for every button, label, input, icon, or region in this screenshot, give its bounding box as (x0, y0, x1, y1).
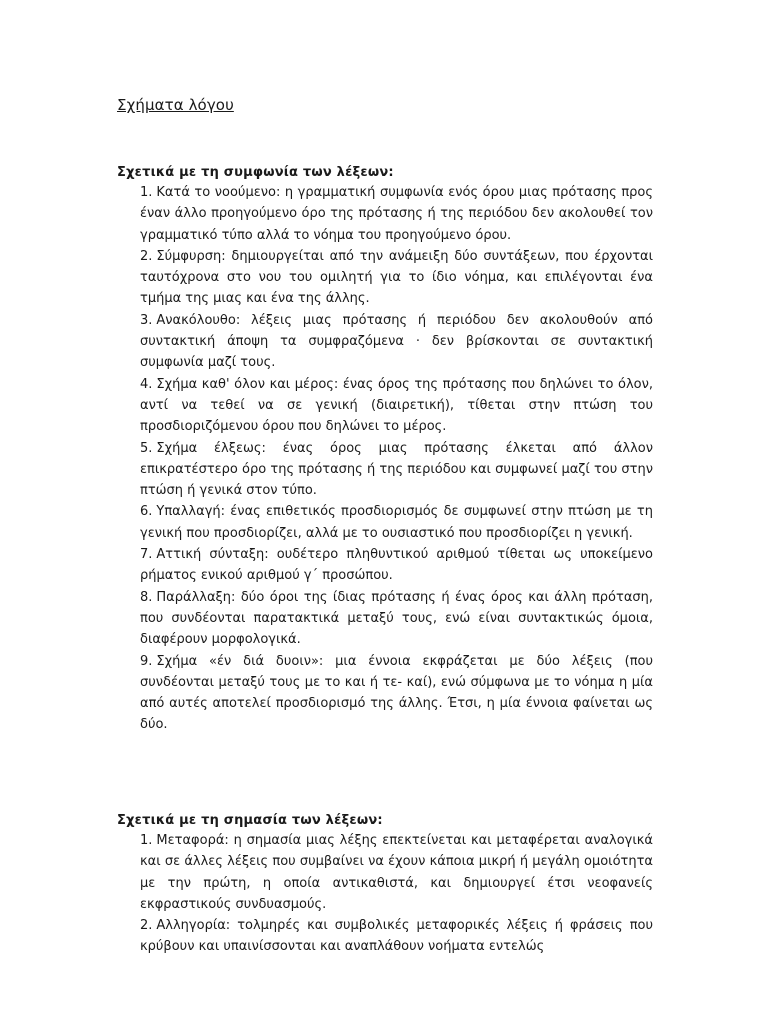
meaning-list (140, 830, 653, 958)
document-title: Σχήματα λόγου (117, 96, 234, 114)
section-heading-meaning: Σχετικά με τη σημασία των λέξεων: (117, 813, 383, 828)
list-item: 2. Αλληγορία: τολμηρές και συμβολικές μεταφορικές λέξεις ή φράσεις που κρύβουν και υπαινίσσονται και αναπλάθουν νοήματα εντελώς (140, 918, 653, 955)
list-item: 4. Σχήμα καθ' όλον και μέρος: ένας όρος της πρότασης που δηλώνει το όλον, αντί να τεθεί να σε γενική (διαιρετική), τίθεται στην πτώση του προσδιοριζόμενου όρου που δηλώνει το μέρος. (140, 376, 653, 435)
list-item: 3. Ανακόλουθο: λέξεις μιας πρότασης ή περιόδου δεν ακολουθούν από συντακτική άποψη τα συμφραζόμενα · δεν βρίσκονται σε συντακτική συμφωνία μαζί τους. (140, 312, 653, 371)
list-item: 6. Υπαλλαγή: ένας επιθετικός προσδιορισμός δε συμφωνεί στην πτώση με τη γενική που προσδιορίζει, αλλά με το ουσιαστικό που προσδιορίζει η γενική. (140, 504, 653, 541)
list-item: 2. Σύμφυρση: δημιουργείται από την ανάμειξη δύο συντάξεων, που έρχονται ταυτόχρονα στο νου του ομιλητή για το ίδιο νόημα, και επιλέγονται ένα τμήμα της μιας και ένα της άλλης. (140, 248, 653, 307)
list-item: 1. Κατά το νοούμενο: η γραμματική συμφωνία ενός όρου μιας πρότασης προς έναν άλλο προηγούμενο όρο της πρότασης ή της περιόδου δεν ακολουθεί τον γραμματικό τύπο αλλά το νόημα του προηγούμενο όρου. (140, 185, 653, 243)
list-item: 7. Αττική σύνταξη: ουδέτερο πληθυντικού αριθμού τίθεται ως υποκείμενο ρήματος ενικού αριθμού γ΄ προσώπου. (140, 547, 653, 584)
list-item: 5. Σχήμα έλξεως: ένας όρος μιας πρότασης έλκεται από άλλον επικρατέστερο όρο της πρότασης ή της περιόδου και συμφωνεί μαζί του στην πτώση ή γενικά στον τύπο. (140, 440, 653, 499)
list-item: 1. Μεταφορά: η σημασία μιας λέξης επεκτείνεται και μεταφέρεται αναλογικά και σε άλλες λέξεις που συμβαίνει να έχουν κάποια μικρή ή μεγάλη ομοιότητα με την πρώτη, η οποία αντικαθιστά, και δημιουργεί έτσι νεοφανείς εκφραστικούς συνδυασμούς. (140, 833, 653, 912)
list-item: 9. Σχήμα «έν διά δυοιν»: μια έννοια εκφράζεται με δύο λέξεις (που συνδέονται μεταξύ τους με το και ή τε- καί), ενώ σύμφωνα με το νόημα η μία από αυτές αποτελεί προσδιορισμό της άλλης. Έτσι, η μία έννοια φαίνεται ως δύο. (140, 653, 653, 733)
section-heading-agreement: Σχετικά με τη συμφωνία των λέξεων: (117, 165, 394, 180)
agreement-list (140, 182, 653, 736)
list-item: 8. Παράλλαξη: δύο όροι της ίδιας πρότασης ή ένας όρος και άλλη πρόταση, που συνδέονται παρατακτικά μεταξύ τους, ενώ είναι συντακτικώς όμοια, διαφέρουν μορφολογικά. (140, 589, 653, 648)
